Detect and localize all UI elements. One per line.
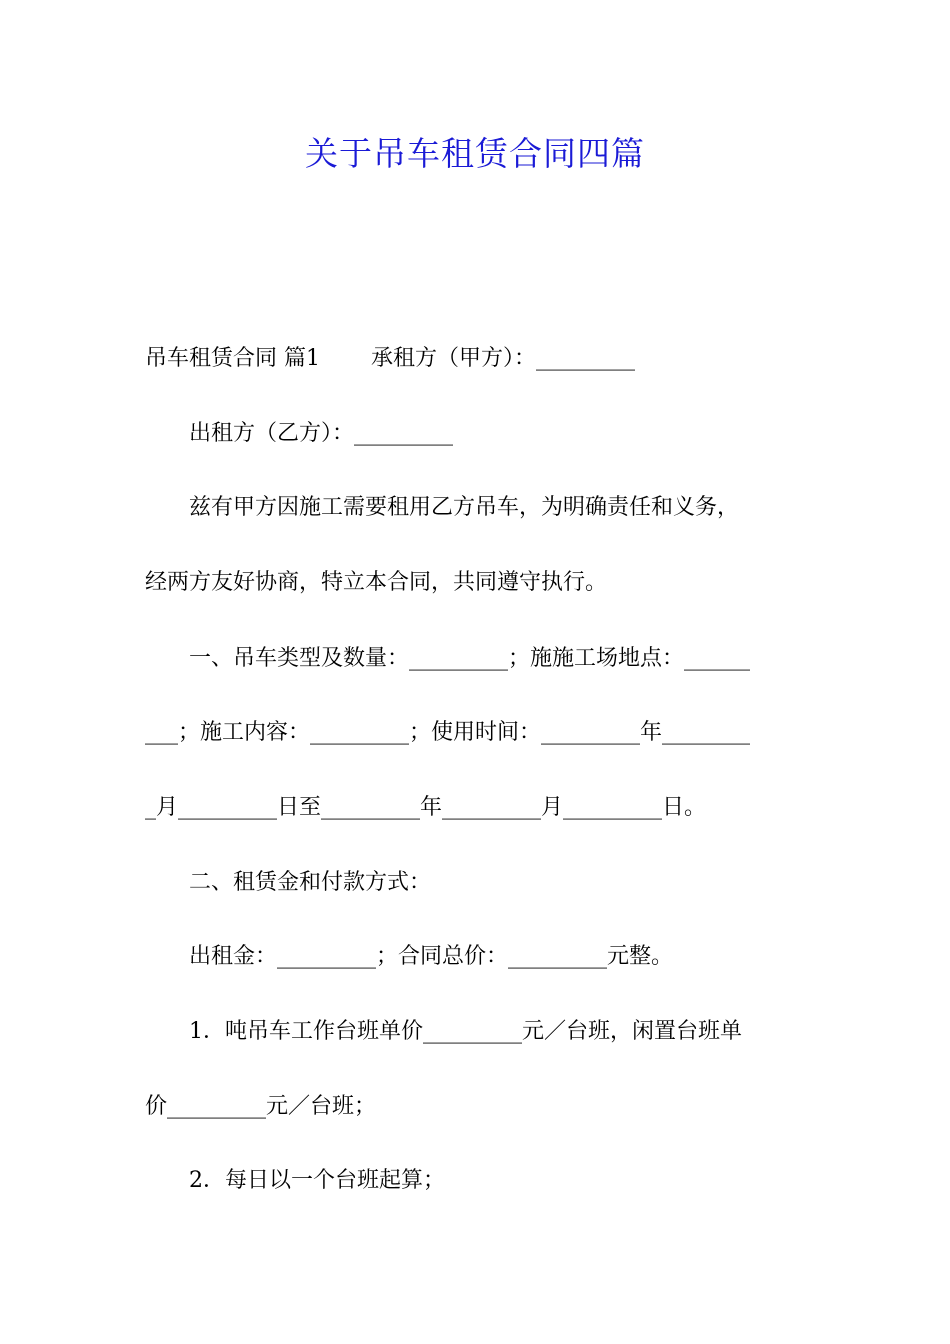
paragraph-line-4: 经两方友好协商，特立本合同，共同遵守执行。 xyxy=(145,570,608,595)
paragraph-line-10: 1．吨吊车工作台班单价_________元／台班，闲置台班单 xyxy=(145,1019,742,1044)
paragraph-line-7: _月_________日至_________年_________月_________日。 xyxy=(145,795,707,820)
document-title: 关于吊车租赁合同四篇 xyxy=(305,134,645,173)
paragraph-line-1: 吊车租赁合同 篇1 承租方（甲方）：_________ xyxy=(145,346,635,371)
paragraph-line-12: 2．每日以一个台班起算； xyxy=(145,1168,445,1193)
paragraph-line-2: 出租方（乙方）：_________ xyxy=(145,421,454,446)
paragraph-line-8: 二、租赁金和付款方式： xyxy=(145,870,432,895)
paragraph-line-9: 出租金：_________；合同总价：_________元整。 xyxy=(145,944,674,969)
paragraph-line-5: 一、吊车类型及数量：_________；施施工场地点：______ xyxy=(145,646,751,671)
paragraph-line-3: 兹有甲方因施工需要租用乙方吊车，为明确责任和义务， xyxy=(145,495,740,520)
paragraph-line-11: 价_________元／台班； xyxy=(145,1094,377,1119)
paragraph-line-6: ___；施工内容：_________；使用时间：_________年________ xyxy=(145,720,751,745)
